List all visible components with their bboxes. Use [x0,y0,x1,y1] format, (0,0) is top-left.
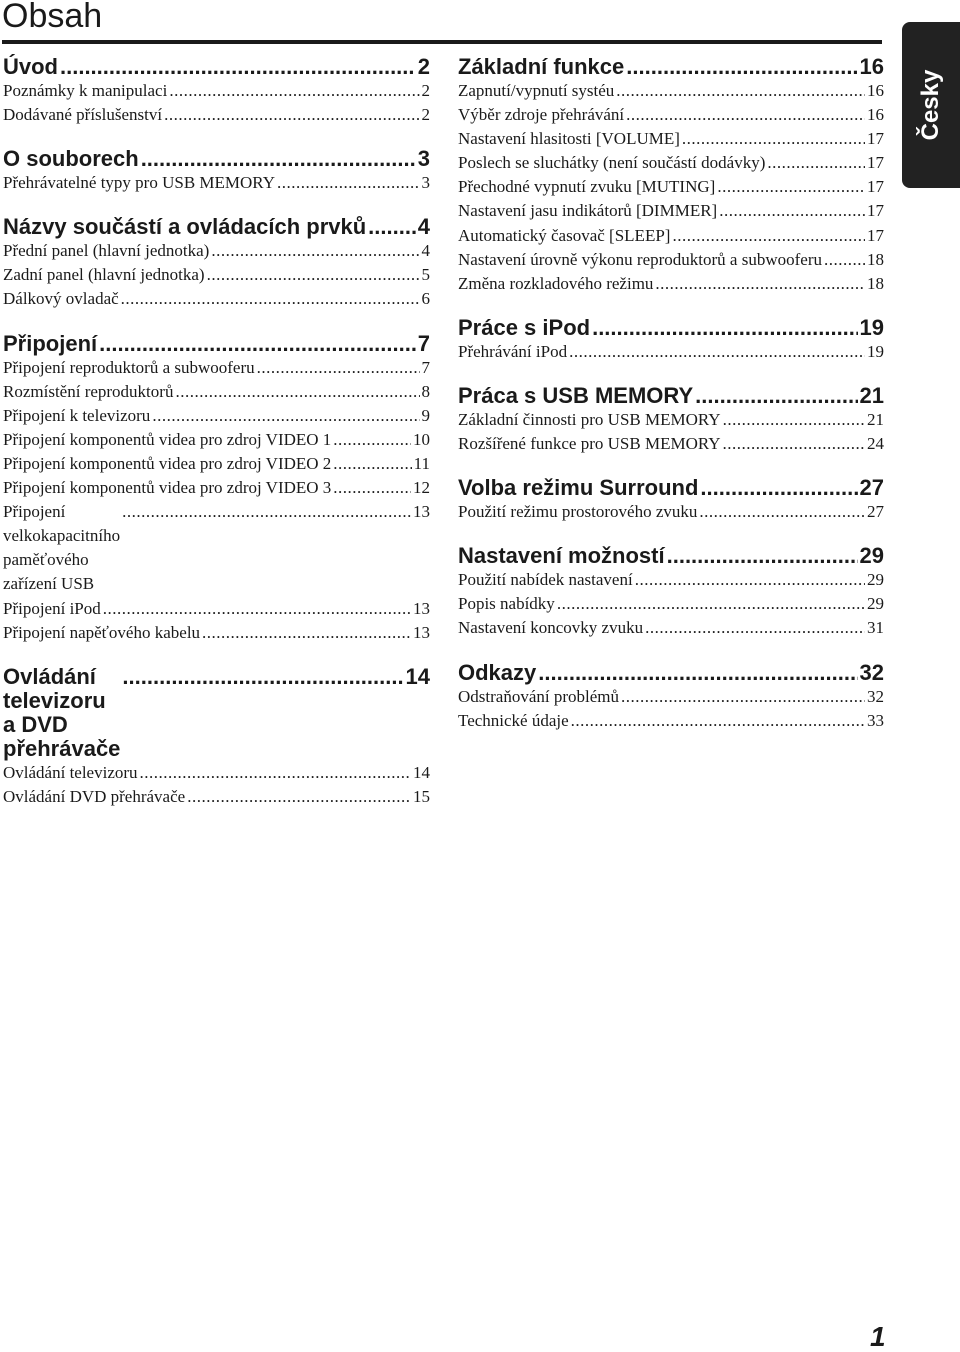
toc-section-title[interactable] [458,661,884,685]
toc-entry-page: 19 [867,341,884,361]
dot-leader [719,199,865,223]
dot-leader [211,239,419,263]
toc-entry-page: 5 [421,265,430,285]
toc-entry-page: 21 [867,409,884,429]
toc-entry-text: Automatický časovač [SLEEP] [458,225,671,245]
toc-entry-page: 4 [421,241,430,261]
toc-section [458,476,884,524]
dot-leader [616,79,865,103]
toc-entry-text: Připojení k televizoru [3,405,151,425]
toc-section-title[interactable] [458,316,884,340]
dot-leader [207,263,420,287]
toc-entry-page: 11 [413,453,430,473]
dot-leader [140,761,411,785]
dot-leader [122,665,403,689]
toc-entry-page: 8 [421,381,430,401]
toc-entry-text: Připojení iPod [3,598,101,618]
toc-entry[interactable] [458,500,884,524]
toc-section-page: 19 [859,314,884,340]
toc-section-title[interactable] [3,215,430,239]
toc-section-title-text: Ovládání televizoru a DVD přehrávače [3,663,121,761]
toc-entry[interactable] [458,175,884,199]
toc-section [3,55,430,127]
toc-entry-page: 17 [867,129,884,149]
toc-entry-text: Připojení napěťového kabelu [3,622,201,642]
dot-leader [699,500,865,524]
toc-entry[interactable] [3,356,430,380]
toc-entry-page: 15 [413,786,430,806]
dot-leader [60,55,416,79]
toc-entry[interactable] [458,79,884,103]
toc-section-title[interactable] [458,55,884,79]
toc-section [3,332,430,645]
toc-entry-page: 29 [867,570,884,590]
toc-section-title-text: Nastavení možností [458,543,665,569]
toc-entry[interactable] [3,404,430,428]
toc-entry-text: Ovládání DVD přehrávače [3,786,186,806]
toc-entry-text: Použití režimu prostorového zvuku [458,502,698,522]
toc-entry[interactable] [3,103,430,127]
toc-entry[interactable] [3,621,430,645]
toc-entry[interactable] [458,340,884,364]
toc-section-page: 16 [859,54,884,79]
dot-leader [667,544,858,568]
dot-leader [723,432,865,456]
dot-leader [187,785,411,809]
toc-entry[interactable] [458,685,884,709]
toc-section [458,55,884,296]
toc-section-title[interactable] [458,544,884,568]
toc-entry-text: Základní činnosti pro USB MEMORY [458,409,721,429]
toc-section-title[interactable] [3,332,430,356]
toc-entry-text: Poznámky k manipulaci [3,81,168,100]
toc-entry[interactable] [3,263,430,287]
dot-leader [626,103,865,127]
dot-leader [557,592,865,616]
toc-entry-page: 3 [421,173,430,193]
toc-entry[interactable] [3,380,430,404]
toc-entry-text: Technické údaje [458,710,569,730]
toc-section-title[interactable] [3,665,430,761]
toc-entry-text: Nastavení hlasitosti [VOLUME] [458,129,680,149]
toc-section-title-text: Volba režimu Surround [458,475,699,501]
toc-entry-page: 9 [421,405,430,425]
toc-entry[interactable] [3,287,430,311]
dot-leader [99,332,416,356]
dot-leader [700,476,857,500]
toc-entry-page: 32 [867,686,884,706]
toc-entry-page: 2 [421,105,430,125]
toc-section-page: 21 [859,382,884,408]
toc-section [3,665,430,809]
toc-entry[interactable] [3,785,430,809]
dot-leader [655,272,865,296]
toc-entry-page: 6 [421,289,430,309]
toc-entry-page: 17 [867,201,884,221]
toc-entry-page: 13 [413,622,430,642]
toc-section-page: 2 [417,54,430,79]
dot-leader [538,661,857,685]
toc-entry-text: Zadní panel (hlavní jednotka) [3,265,205,285]
toc-section [458,544,884,640]
toc-entry-page: 17 [867,153,884,173]
toc-section-page: 3 [417,146,430,172]
toc-entry-text: Připojení komponentů videa pro zdroj VIDEO 2 [3,453,332,473]
toc-entry-text: Popis nabídky [458,594,555,614]
toc-entry-text: Připojení velkokapacitního paměťového zařízení USB [3,502,121,594]
dot-leader [277,171,420,195]
toc-entry-page: 29 [867,594,884,614]
toc-entry-text: Výběr zdroje přehrávání [458,105,625,125]
toc-section-title[interactable] [3,55,430,79]
toc-entry-page: 13 [413,502,430,522]
toc-entry-page: 14 [413,762,430,782]
dot-leader [257,356,420,380]
dot-leader [152,404,419,428]
toc-entry[interactable] [458,432,884,456]
toc-entry-text: Ovládání televizoru [3,762,138,782]
toc-entry[interactable] [3,597,430,621]
dot-leader [626,55,857,79]
dot-leader [141,147,416,171]
toc-section-title[interactable] [458,476,884,500]
toc-entry-text: Dálkový ovladač [3,289,119,309]
dot-leader [122,500,411,524]
dot-leader [682,127,865,151]
toc-entry-text: Dodávané příslušenství [3,105,163,125]
toc-entry-page: 12 [413,478,430,498]
dot-leader [695,384,857,408]
toc-entry-text: Nastavení koncovky zvuku [458,618,644,638]
toc-section-title-text: O souborech [3,146,139,172]
dot-leader [767,151,865,175]
dot-leader [333,428,411,452]
toc-entry[interactable] [3,79,430,103]
toc-column-left [3,55,430,809]
toc-entry-text: Odstraňování problémů [458,686,619,706]
toc-entry-text: Připojení komponentů videa pro zdroj VIDEO 3 [3,478,332,498]
toc-entry-text: Přední panel (hlavní jednotka) [3,241,210,261]
toc-section [458,316,884,364]
toc-entry-page: 2 [421,81,430,100]
toc-entry[interactable] [458,408,884,432]
dot-leader [592,316,857,340]
toc-entry-text: Rozšířené funkce pro USB MEMORY [458,434,721,454]
dot-leader [164,103,419,127]
toc-section-page: 32 [859,659,884,685]
toc-section-page: 27 [859,475,884,501]
toc-entry[interactable] [3,428,430,452]
page-number: 1 [870,1321,886,1352]
toc-section-title[interactable] [3,147,430,171]
toc-entry-page: 33 [867,710,884,730]
dot-leader [571,709,865,733]
dot-leader [824,248,865,272]
dot-leader [121,287,420,311]
toc-entry[interactable] [458,103,884,127]
toc-entry-page: 24 [867,434,884,454]
toc-entry-page: 31 [867,618,884,638]
dot-leader [333,476,411,500]
toc-section [3,215,430,311]
dot-leader [103,597,411,621]
toc-entry-text: Připojení reproduktorů a subwooferu [3,357,255,377]
toc-entry[interactable] [3,500,430,596]
toc-entry-page: 18 [867,249,884,269]
dot-leader [175,380,419,404]
toc-entry-page: 27 [867,502,884,522]
toc-entry-text: Zapnutí/vypnutí systéu [458,81,615,100]
dot-leader [723,408,865,432]
toc-entry[interactable] [458,272,884,296]
toc-section-title[interactable] [458,384,884,408]
toc-entry-text: Změna rozkladového režimu [458,273,654,293]
toc-section-title-text: Základní funkce [458,54,625,79]
dot-leader [635,568,865,592]
toc-entry[interactable] [458,592,884,616]
dot-leader [169,79,419,103]
dot-leader [672,224,865,248]
toc-entry-text: Přechodné vypnutí zvuku [MUTING] [458,177,716,197]
toc-entry-text: Přehrávání iPod [458,341,568,361]
toc-entry-page: 17 [867,225,884,245]
dot-leader [202,621,411,645]
toc-entry[interactable] [3,239,430,263]
toc-entry-text: Nastavení úrovně výkonu reproduktorů a subwooferu [458,249,822,269]
toc-entry[interactable] [458,248,884,272]
toc-entry-page: 10 [413,429,430,449]
toc-entry[interactable] [458,127,884,151]
toc-entry[interactable] [458,616,884,640]
toc-entry[interactable] [3,761,430,785]
toc-entry-text: Nastavení jasu indikátorů [DIMMER] [458,201,718,221]
dot-leader [621,685,865,709]
toc-entry-text: Rozmístění reproduktorů [3,381,174,401]
toc-entry[interactable] [3,476,430,500]
toc-section-title-text: Práca s USB MEMORY [458,382,694,408]
toc-section [458,661,884,733]
toc-entry[interactable] [458,568,884,592]
toc-entry-page: 16 [867,81,884,100]
dot-leader [333,452,411,476]
title-rule [2,40,882,44]
toc-entry[interactable] [3,452,430,476]
toc-section-title-text: Připojení [3,330,98,356]
dot-leader [569,340,865,364]
toc-entry[interactable] [458,709,884,733]
language-tab-label: Česky [917,69,944,141]
toc-entry[interactable] [458,224,884,248]
toc-column-right [458,55,884,733]
toc-entry-page: 17 [867,177,884,197]
toc-section-title-text: Úvod [3,54,58,79]
toc-entry-text: Poslech se sluchátky (není součástí dodávky) [458,153,766,173]
toc-entry-page: 13 [413,598,430,618]
toc-section-page: 4 [417,214,430,240]
dot-leader [368,215,416,239]
toc-entry[interactable] [458,199,884,223]
toc-entry-page: 18 [867,273,884,293]
toc-section-page: 29 [859,543,884,569]
toc-section-title-text: Odkazy [458,659,537,685]
toc-entry-text: Přehrávatelné typy pro USB MEMORY [3,173,275,193]
toc-section-page: 7 [417,330,430,356]
toc-section-title-text: Názvy součástí a ovládacích prvků [3,214,367,240]
toc-entry-page: 16 [867,105,884,125]
dot-leader [645,616,865,640]
toc-section-title-text: Práce s iPod [458,314,591,340]
toc-section [3,147,430,195]
toc-entry[interactable] [458,151,884,175]
toc-entry[interactable] [3,171,430,195]
language-tab [902,22,960,188]
dot-leader [717,175,865,199]
page-title: Obsah [2,0,103,35]
toc-entry-text: Připojení komponentů videa pro zdroj VIDEO 1 [3,429,332,449]
toc-entry-page: 7 [421,357,430,377]
toc-section [458,384,884,456]
toc-entry-text: Použití nabídek nastavení [458,570,633,590]
toc-section-page: 14 [405,663,430,689]
